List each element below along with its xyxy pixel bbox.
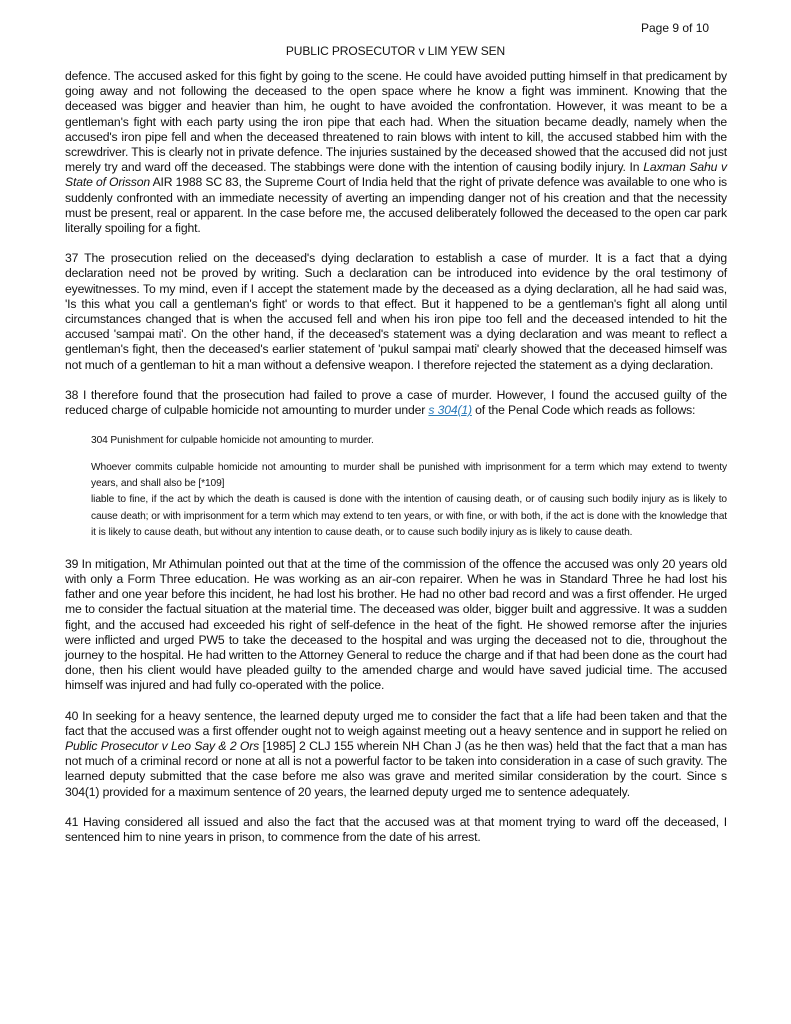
judgment-body bbox=[65, 69, 727, 860]
paragraph-40 bbox=[65, 709, 727, 800]
paragraph-39: 39 In mitigation, Mr Athimulan pointed out that at the time of the commission of the offence the accused was only 20 years old with only a Form Three education. He was working as an air-con repairer. When he was in Standard Three he had lost his father and one year before this incident, he had lost his brother. He had no other bad record and was a first offender. He urged me to consider the factual situation at the material time. The deceased was older, bigger built and aggressive. It was a sudden fight, and the accused had exceeded his right of self-defence in the heat of the fight. He showed remorse after the injuries were inflicted and urged PW5 to take the deceased to the hospital and was urging the deceased not to die, throughout the journey to the hospital. He had written to the Attorney General to reduce the charge and if that had been done as the court had done, then his client would have pleaded guilty to the amended charge and would have saved judicial time. The accused himself was injured and had fully co-operated with the police. bbox=[65, 556, 727, 693]
paragraph-text: 38 I therefore found that the prosecution had failed to prove a case of murder. However, I found the accused guilty of the reduced charge of culpable homicide not amounting to murder under bbox=[65, 387, 727, 418]
page-number: Page 9 of 10 bbox=[641, 21, 710, 35]
paragraph-text: 40 In seeking for a heavy sentence, the learned deputy urged me to consider the fact that a life had been taken and that the fact that the accused was a first offender ought not to weigh against meeting out a heavy sentence and in support he relied on bbox=[65, 708, 727, 738]
statute-text: Whoever commits culpable homicide not amounting to murder shall be punished with imprisonment for a term which may extend to twenty years, and shall also be [*109] bbox=[91, 461, 727, 490]
statute-text: liable to fine, if the act by which the death is caused is done with the intention of causing death, or of causing such bodily injury as is likely to cause death; or with imprisonment for a term which may extend to ten years, or with fine, or with both, if the act is done with the knowledge that it is likely to cause death, but without any intention to cause death, or to cause such bodily injury as is likely to cause death. bbox=[91, 494, 727, 539]
statute-quote bbox=[91, 433, 727, 541]
running-title: PUBLIC PROSECUTOR v LIM YEW SEN bbox=[285, 44, 506, 58]
paragraph-38 bbox=[65, 388, 727, 418]
paragraph-36-continued bbox=[65, 69, 727, 236]
paragraph-37: 37 The prosecution relied on the deceased's dying declaration to establish a case of murder. It is a fact that a dying declaration need not be proved by writing. Such a declaration can be introduced into evidence by the oral testimony of eyewitnesses. To my mind, even if I accept the statement made by the deceased as a dying declaration, all he had said was, 'Is this what you call a gentleman's fight' or words to that effect. But it happened to be a gentleman's fight all along until circumstances changed that is when the accused fell and when his iron pipe too fell and the deceased intended to hit the accused 'sampai mati'. On the other hand, if the deceased's statement was a dying declaration and was meant to reflect a gentleman's fight, then the deceased's earlier statement of 'pukul sampai mati' clearly showed that the deceased himself was not much of a gentleman to hit a man without a defensive weapon. I therefore rejected the statement as a dying declaration. bbox=[65, 251, 727, 372]
paragraph-text: [1985] 2 CLJ 155 wherein NH Chan J (as he then was) held that the fact that a man has not much of a criminal record or none at all is not a powerful factor to be taken into consideration in a case of such gravity. The learned deputy submitted that the case before me also was grave and merited similar consideration by the court. Since s 304(1) provided for a maximum sentence of 20 years, the learned deputy urged me to sentence adequately. bbox=[65, 738, 727, 799]
paragraph-text: defence. The accused asked for this fight by going to the scene. He could have avoided putting himself in that predicament by going away and not following the deceased to the open space where he know a fight was imminent. Knowing that the deceased was bigger and heavier than him, he ought to have avoided the confrontation. However, it was meant to be a gentleman's fight with each party using the iron pipe that each had. When the situation became deadly, namely when the accused's iron pipe fell and when the deceased threatened to rain blows with intent to kill, the accused stabbed him with the screwdriver. This is clearly not in private defence. The injuries sustained by the deceased showed that the accused did not just merely try and ward off the deceased. The stabbings were done with the intention of causing bodily injury. In bbox=[65, 69, 727, 175]
paragraph-text: AIR 1988 SC 83, the Supreme Court of India held that the right of private defence was available to one who is suddenly confronted with an immediate necessity of averting an impending danger not of his creation and that the necessity must be present, real or apparent. In the case before me, the accused deliberately followed the deceased to the open car park literally spoiling for a fight. bbox=[65, 175, 728, 236]
statute-body bbox=[91, 460, 727, 542]
paragraph-text: of the Penal Code which reads as follows: bbox=[471, 403, 696, 418]
case-citation: Laxman Sahu v State of Orisson bbox=[65, 160, 727, 190]
statute-heading: 304 Punishment for culpable homicide not amounting to murder. bbox=[91, 435, 374, 447]
statute-link-s304-1[interactable]: s 304(1) bbox=[428, 403, 472, 418]
case-citation: Public Prosecutor v Leo Say & 2 Ors bbox=[65, 738, 260, 753]
paragraph-41: 41 Having considered all issued and also the fact that the accused was at that moment trying to ward off the deceased, I sentenced him to nine years in prison, to commence from the date of his arrest. bbox=[65, 814, 727, 844]
